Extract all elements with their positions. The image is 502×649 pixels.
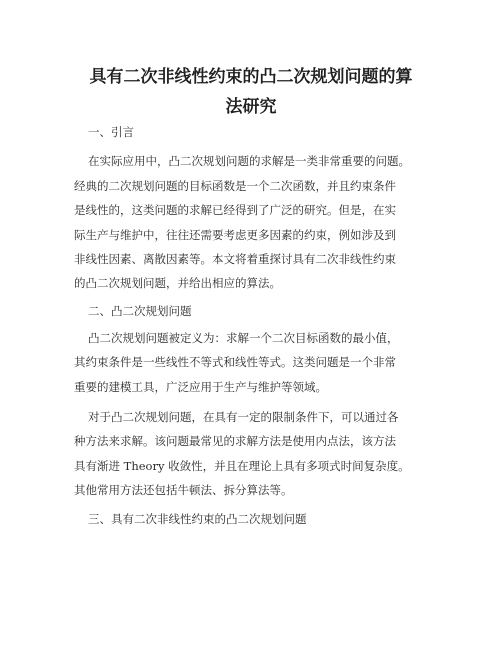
paragraph-line: 其他常用方法还包括牛顿法、拆分算法等。 xyxy=(74,483,293,497)
paragraph-line: 对于凸二次规划问题，在具有一定的限制条件下，可以通过各 xyxy=(88,410,399,424)
document-title-line-1: 具有二次非线性约束的凸二次规划问题的算 xyxy=(89,67,413,87)
paragraph-line: 种方法来求解。该问题最常见的求解方法是使用内点法，该方法 xyxy=(74,434,396,448)
paragraph-line: 在实际应用中，凸二次规划问题的求解是一类非常重要的问题。 xyxy=(88,154,410,168)
paragraph-line: 际生产与维护中，往往还需要考虑更多因素的约束，例如涉及到 xyxy=(74,228,396,242)
paragraph-line: 是线性的，这类问题的求解已经得到了广泛的研究。但是，在实 xyxy=(74,203,396,217)
section-heading-convex-qp: 二、凸二次规划问题 xyxy=(88,304,192,318)
section-heading-introduction: 一、引言 xyxy=(88,125,134,139)
paragraph-line: 经典的二次规划问题的目标函数是一个二次函数，并且约束条件 xyxy=(74,179,396,193)
document-title-line-2: 法研究 xyxy=(225,97,277,117)
paragraph-line: 其约束条件是一些线性不等式和线性等式。这类问题是一个非常 xyxy=(74,355,396,369)
paragraph-line: 的凸二次规划问题，并给出相应的算法。 xyxy=(74,276,281,290)
paragraph-line: 凸二次规划问题被定义为：求解一个二次目标函数的最小值， xyxy=(88,331,399,345)
paragraph-line: 重要的建模工具，广泛应用于生产与维护等领域。 xyxy=(74,380,327,394)
paragraph-line: 具有渐进 Theory 收敛性，并且在理论上具有多项式时间复杂度。 xyxy=(74,459,410,473)
paragraph-line: 非线性因素、离散因素等。本文将着重探讨具有二次非线性约束 xyxy=(74,252,396,266)
section-heading-nonlinear-constraints: 三、具有二次非线性约束的凸二次规划问题 xyxy=(88,512,307,526)
